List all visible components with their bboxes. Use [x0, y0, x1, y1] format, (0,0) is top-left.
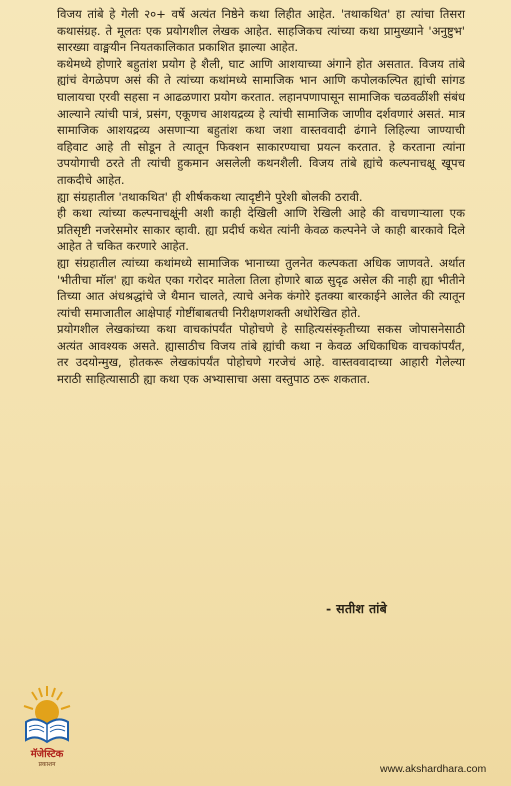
paragraph-3: ह्या संग्रहातील 'तथाकथित' ही शीर्षककथा त्यादृष्टीने पुरेशी बोलकी ठरावी. — [57, 189, 363, 204]
footer-url: www.akshardhara.com — [380, 763, 487, 775]
author-signature: - सतीश तांबे — [326, 601, 388, 616]
publisher-logo-icon — [20, 680, 74, 750]
paragraph-4: ही कथा त्यांच्या कल्पनाचक्षूंनी अशी काही देखिली आणि रेखिली आहे की वाचणाऱ्याला एक प्रतिसृष्टी नजरेसमोर साकार व्हावी. ह्या प्रदीर्घ कथेत त्यांनी केवळ कल्पनेने जे काही बारकावे दिले आहेत ते चकित करणारे आहेत. — [57, 206, 465, 254]
publisher-name: मॅजेस्टिक — [30, 749, 64, 760]
paragraph-6: प्रयोगशील लेखकांच्या कथा वाचकांपर्यंत पोहोचणे हे साहित्यसंस्कृतीच्या सकस जोपासनेसाठी अत्यंत आवश्यक असते. ह्यासाठीच विजय तांबे ह्यांची कथा न केवळ अधिकाधिक वाचकांपर्यंत, तर उदयोन्मुख, होतकरू लेखकांपर्यंत पोहोचणे गरजेचं आहे. वास्तववादाच्या आहारी गेलेल्या मराठी साहित्यासाठी ह्या कथा एक अभ्यासाचा असा वस्तुपाठ ठरू शकतात. — [57, 322, 465, 387]
paragraph-1: विजय तांबे हे गेली २०+ वर्षे अत्यंत निष्ठेने कथा लिहीत आहेत. 'तथाकथित' हा त्यांचा तिसरा कथासंग्रह. ते मूलतः एक प्रयोगशील लेखक आहेत. साहजिकच त्यांच्या कथा प्रामुख्याने 'अनुष्टुभ' सारख्या वाङ्मयीन नियतकालिकात प्रकाशित झाल्या आहेत. — [57, 7, 465, 55]
sun-rays-icon — [24, 686, 70, 724]
open-book-icon — [26, 719, 68, 742]
paragraph-2: कथेमध्ये होणारे बहुतांश प्रयोग हे शैली, घाट आणि आशयाच्या अंगाने होत असतात. विजय तांबे ह्यांचं वेगळेपण असं की ते त्यांच्या कथांमध्ये सामाजिक भान आणि कपोलकल्पित ह्यांची सांगड घालायचा एरवी सहसा न आढळणारा प्रयोग करतात. लहानपणापासून सामाजिक चळवळींशी संबंध आल्याने त्यांची पात्रं, प्रसंग, एकूणच आशयद्रव्य हे त्यांची सामाजिक जाणीव दर्शवणारं असतं. मात्र सामाजिक आशयद्रव्य असणाऱ्या बहुतांश कथा जशा वास्तववादी ढंगाने लिहिल्या जाण्याची वहिवाट आहे ती सोडून ते त्यातून फिक्शन साकारण्याचा प्रयत्न करतात. हे करताना त्यांना उपयोगाची ठरते ती त्यांची हुकमान असलेली कथनशैली. विजय तांबे ह्यांचे कल्पनाचक्षू खूपच ताकदीचे आहेत. — [57, 56, 465, 187]
blurb-text — [57, 6, 465, 388]
publisher-tagline: प्रकाशन — [38, 761, 56, 768]
paragraph-5: ह्या संग्रहातील त्यांच्या कथांमध्ये सामाजिक भानाच्या तुलनेत कल्पकता अधिक जाणवते. अर्थात 'भीतीचा मॉल' ह्या कथेत एका गरोदर मातेला तिला होणारे बाळ सुदृढ असेल की नाही ह्या भीतीने तिच्या आत अंधश्रद्धांचे जे थैमान चालते, त्याचे अनेक कंगोरे इतक्या बारकाईने आलेत की त्यातून त्यांची समाजातील आक्षेपार्ह गोष्टींबाबतची निरीक्षणशक्ती अधोरेखित होते. — [57, 255, 465, 320]
